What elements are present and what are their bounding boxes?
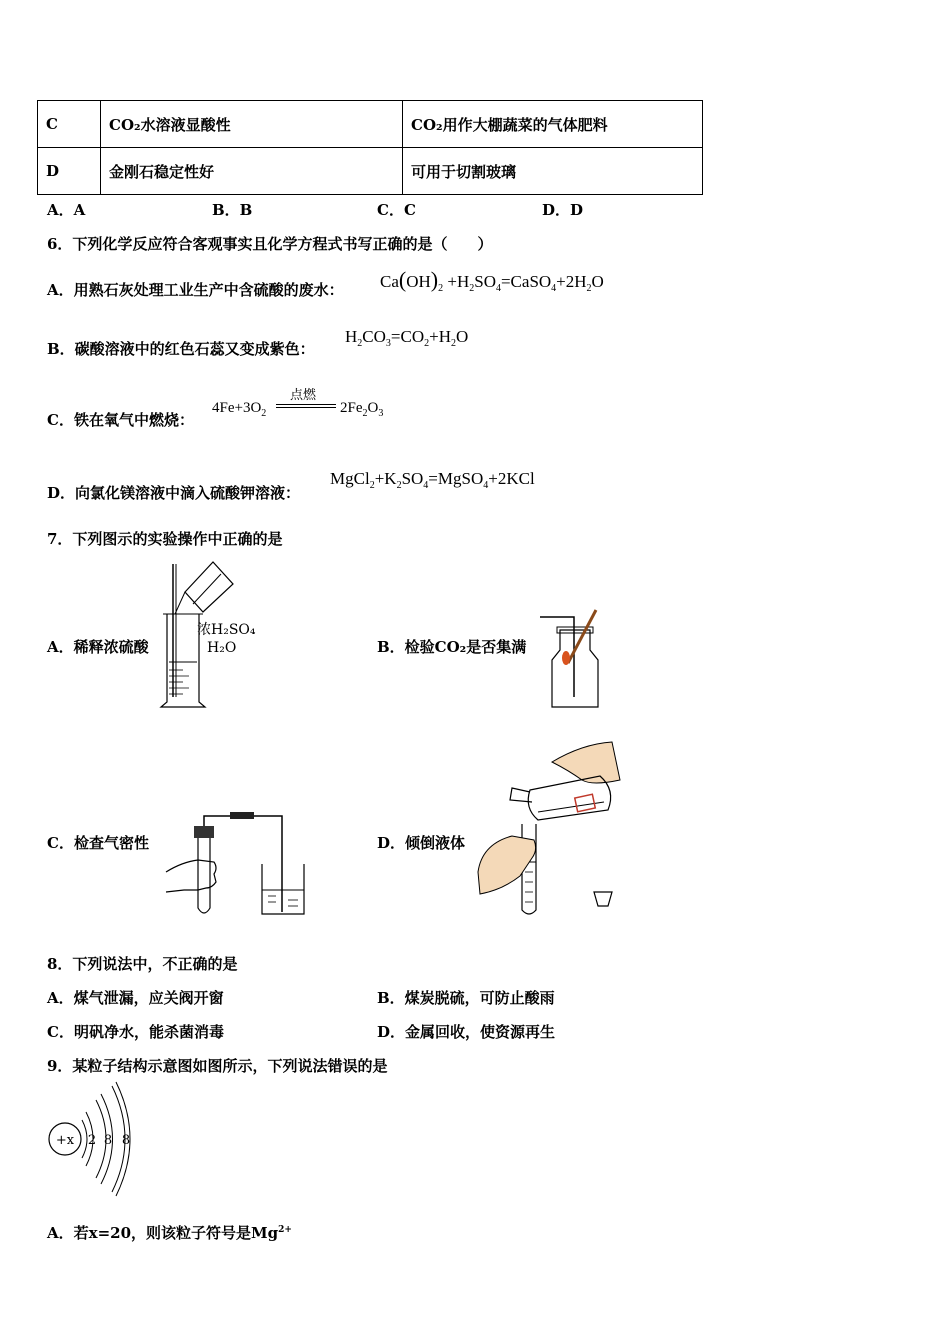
q7-option-d-label[interactable]: D．倾倒液体 [377,834,466,852]
q5-option-b[interactable]: B．B [212,201,253,219]
q6-option-d-equation: $MgCl_2+K_2SO_4=MgSO_4+2KCl$ [330,469,535,491]
row-letter: C [38,101,101,148]
q6-option-b-equation: $H_2CO_3=CO_2+H_2O$ [345,327,469,349]
airtightness-figure [162,808,310,920]
row-letter: D [38,148,101,195]
q7-option-a-label[interactable]: A．稀释浓硫酸 [47,638,149,656]
q6-option-b-label[interactable]: B．碳酸溶液中的红色石蕊又变成紫色： [47,340,315,358]
q9-option-a-text: A．若x=20，则该粒子符号是Mg [47,1224,279,1242]
table-row [38,101,703,148]
options-table [37,100,703,195]
gas-bottle-figure [540,605,610,710]
q6-option-d-label[interactable]: D．向氯化镁溶液中滴入硫酸钾溶液： [47,484,301,502]
atom-structure-diagram [44,1082,144,1194]
pouring-figure [472,740,624,916]
q6-option-c-label[interactable]: C．铁在氧气中燃烧： [47,411,194,429]
q7-option-c-label[interactable]: C．检查气密性 [47,834,149,852]
conc-acid-label: 浓H₂SO₄ [197,622,256,638]
table-row [38,148,703,195]
q6-stem: 6．下列化学反应符合客观事实且化学方程式书写正确的是（ ） [47,235,493,253]
water-label: H₂O [207,640,237,656]
row-use: 可用于切割玻璃 [403,148,703,195]
q8-option-b[interactable]: B．煤炭脱硫，可防止酸雨 [377,989,555,1007]
q6-option-c-equation: $4Fe+3O_2$ [212,400,267,419]
q7-option-b-label[interactable]: B．检验CO₂是否集满 [377,638,527,656]
q8-option-d[interactable]: D．金属回收，使资源再生 [377,1023,556,1041]
equals-bar [276,404,336,408]
dilution-figure [155,562,265,710]
q8-option-a[interactable]: A．煤气泄漏，应关阀开窗 [47,989,224,1007]
row-property: CO₂水溶液显酸性 [101,101,403,148]
q8-option-c[interactable]: C．明矾净水，能杀菌消毒 [47,1023,224,1041]
nucleus-charge: +x [55,1133,75,1148]
q8-stem: 8．下列说法中，不正确的是 [47,955,238,973]
shell-electrons-3: 8 [121,1133,131,1148]
q5-option-c[interactable]: C．C [377,201,416,219]
q7-stem: 7．下列图示的实验操作中正确的是 [47,530,283,548]
row-property: 金刚石稳定性好 [101,148,403,195]
q5-option-a[interactable]: A．A [47,201,86,219]
q9-option-a[interactable] [47,1222,292,1243]
shell-electrons-1: 2 [87,1133,97,1148]
q6-option-c-product: $2Fe_2O_3$ [340,400,384,419]
q6-option-a-label[interactable]: A．用熟石灰处理工业生产中含硫酸的废水： [47,281,344,299]
q6-option-a-equation: $Ca(OH)_2$ $+H_2SO_4=CaSO_4+2H_2O$ [380,267,604,294]
q9-option-a-charge: 2+ [278,1225,292,1235]
q5-option-d[interactable]: D．D [542,201,584,219]
reaction-condition: 点燃 [290,388,317,403]
shell-electrons-2: 8 [103,1133,113,1148]
q9-stem: 9．某粒子结构示意图如图所示，下列说法错误的是 [47,1057,388,1075]
row-use: CO₂用作大棚蔬菜的气体肥料 [403,101,703,148]
